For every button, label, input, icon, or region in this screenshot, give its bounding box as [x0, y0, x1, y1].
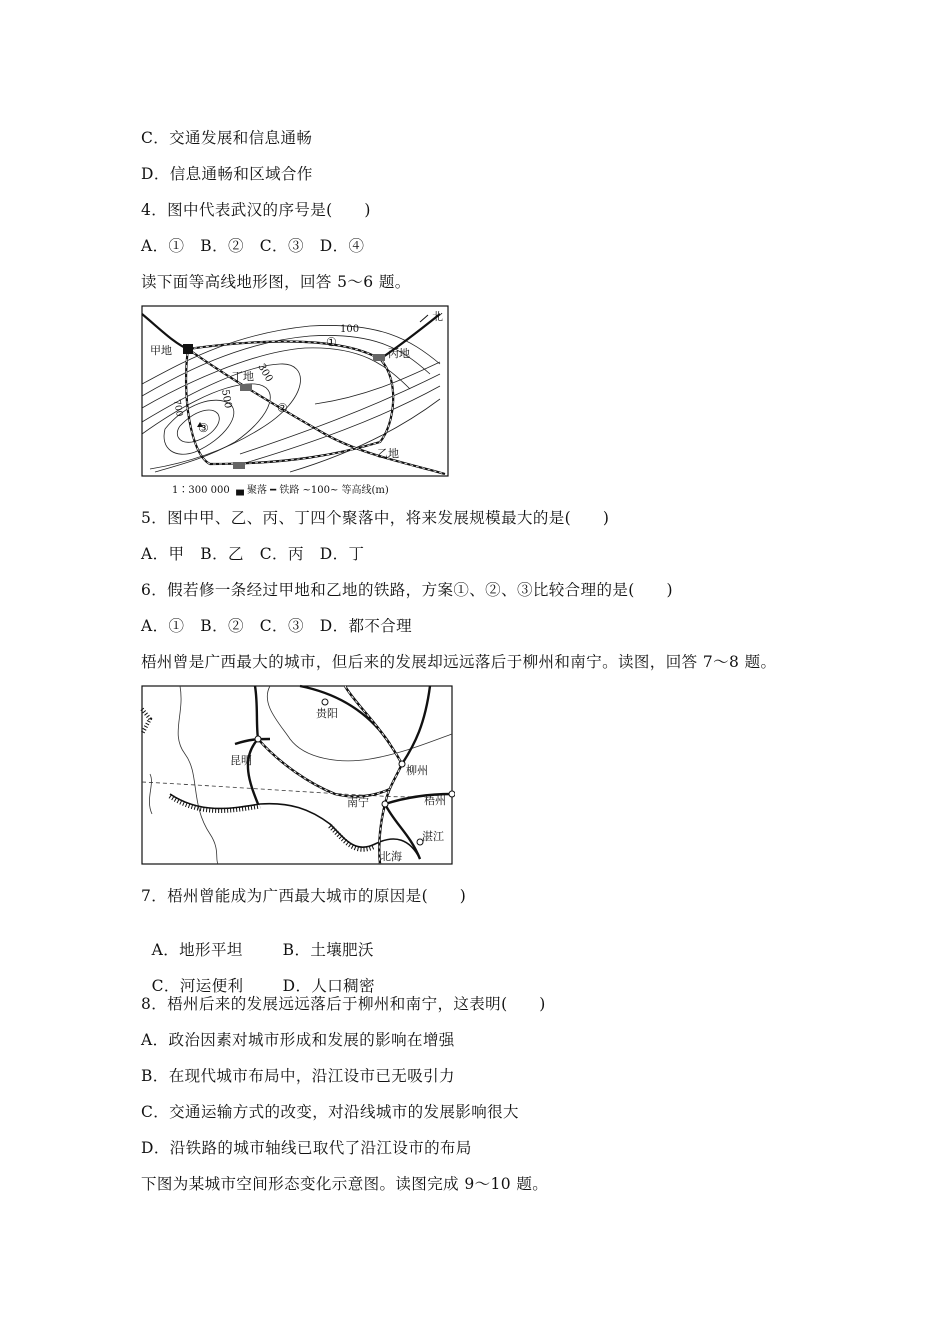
label-beihai: 北海 [380, 850, 402, 863]
jia-settlement-icon [183, 344, 193, 354]
q7-option-b: B．土壤肥沃 [282, 941, 374, 959]
boundary-line [142, 782, 452, 797]
label-nanning: 南宁 [347, 796, 369, 809]
question-4: 4．图中代表武汉的序号是( ) [141, 201, 371, 219]
liuzhou-dot-icon [399, 761, 405, 767]
contour-300: 300 [255, 362, 275, 385]
intro-9-10: 下图为某城市空间形态变化示意图。读图完成 9～10 题。 [141, 1175, 549, 1193]
nanning-dot-icon [382, 801, 388, 807]
label-yi: 乙地 [377, 447, 399, 460]
question-7-options-2 [141, 956, 375, 996]
north-arrow-icon [420, 315, 428, 322]
contour-map-figure [140, 304, 450, 499]
contour-100: 100 [340, 324, 360, 335]
route-3: ③ [198, 421, 209, 435]
guangxi-map-figure [140, 684, 455, 866]
contour-700: 700 [171, 398, 184, 418]
map-legend: 1∶300 000 ▄ 聚落 ━ 铁路 ~100~ 等高线(m) [172, 485, 389, 496]
label-wuzhou: 梧州 [424, 794, 446, 807]
q8-option-b: B．在现代城市布局中，沿江设市已无吸引力 [141, 1067, 455, 1085]
label-guiyang: 贵阳 [316, 707, 338, 720]
q8-option-c: C．交通运输方式的改变，对沿线城市的发展影响很大 [141, 1103, 519, 1121]
question-5-options: A．甲 B．乙 C．丙 D．丁 [141, 545, 365, 563]
contour-map [140, 304, 450, 499]
question-6-options: A．① B．② C．③ D．都不合理 [141, 617, 413, 635]
label-ding: 丁地 [232, 370, 254, 383]
q7-option-a: A．地形平坦 [151, 941, 243, 959]
question-7-options-1 [141, 920, 374, 960]
label-bing: 丙地 [388, 347, 410, 360]
guangxi-map [140, 684, 455, 866]
label-zhanjiang: 湛江 [422, 830, 444, 843]
settlement-icon [233, 462, 245, 469]
label-liuzhou: 柳州 [406, 764, 428, 777]
guiyang-dot-icon [322, 699, 328, 705]
q8-option-d: D．沿铁路的城市轴线已取代了沿江设市的布局 [141, 1139, 472, 1157]
q7-option-d: D．人口稠密 [282, 977, 375, 995]
intro-7-8: 梧州曾是广西最大的城市，但后来的发展却远远落后于柳州和南宁。读图，回答 7～8 题。 [141, 653, 777, 671]
question-6: 6．假若修一条经过甲地和乙地的铁路，方案①、②、③比较合理的是( ) [141, 581, 673, 599]
bing-settlement-icon [373, 354, 385, 361]
q7-option-c: C．河运便利 [151, 977, 244, 995]
question-4-options: A．① B．② C．③ D．④ [141, 237, 365, 255]
question-7: 7．梧州曾能成为广西最大城市的原因是( ) [141, 887, 467, 905]
wuzhou-dot-icon [449, 791, 455, 797]
option-d-line: D．信息通畅和区域合作 [141, 165, 313, 183]
route-1: ① [326, 335, 337, 349]
kunming-dot-icon [255, 736, 261, 742]
q8-option-a: A．政治因素对城市形成和发展的影响在增强 [141, 1031, 455, 1049]
question-8: 8．梧州后来的发展远远落后于柳州和南宁，这表明( ) [141, 995, 546, 1013]
contour-500: 500 [219, 388, 234, 410]
route-2: ② [277, 401, 288, 415]
option-c-line: C．交通发展和信息通畅 [141, 129, 313, 147]
intro-5-6: 读下面等高线地形图，回答 5～6 题。 [141, 273, 411, 291]
map-frame [142, 306, 448, 476]
ding-settlement-icon [240, 384, 252, 391]
label-jia: 甲地 [150, 344, 172, 357]
label-north: 北 [432, 310, 443, 323]
question-5: 5．图中甲、乙、丙、丁四个聚落中，将来发展规模最大的是( ) [141, 509, 610, 527]
label-kunming: 昆明 [230, 754, 252, 767]
